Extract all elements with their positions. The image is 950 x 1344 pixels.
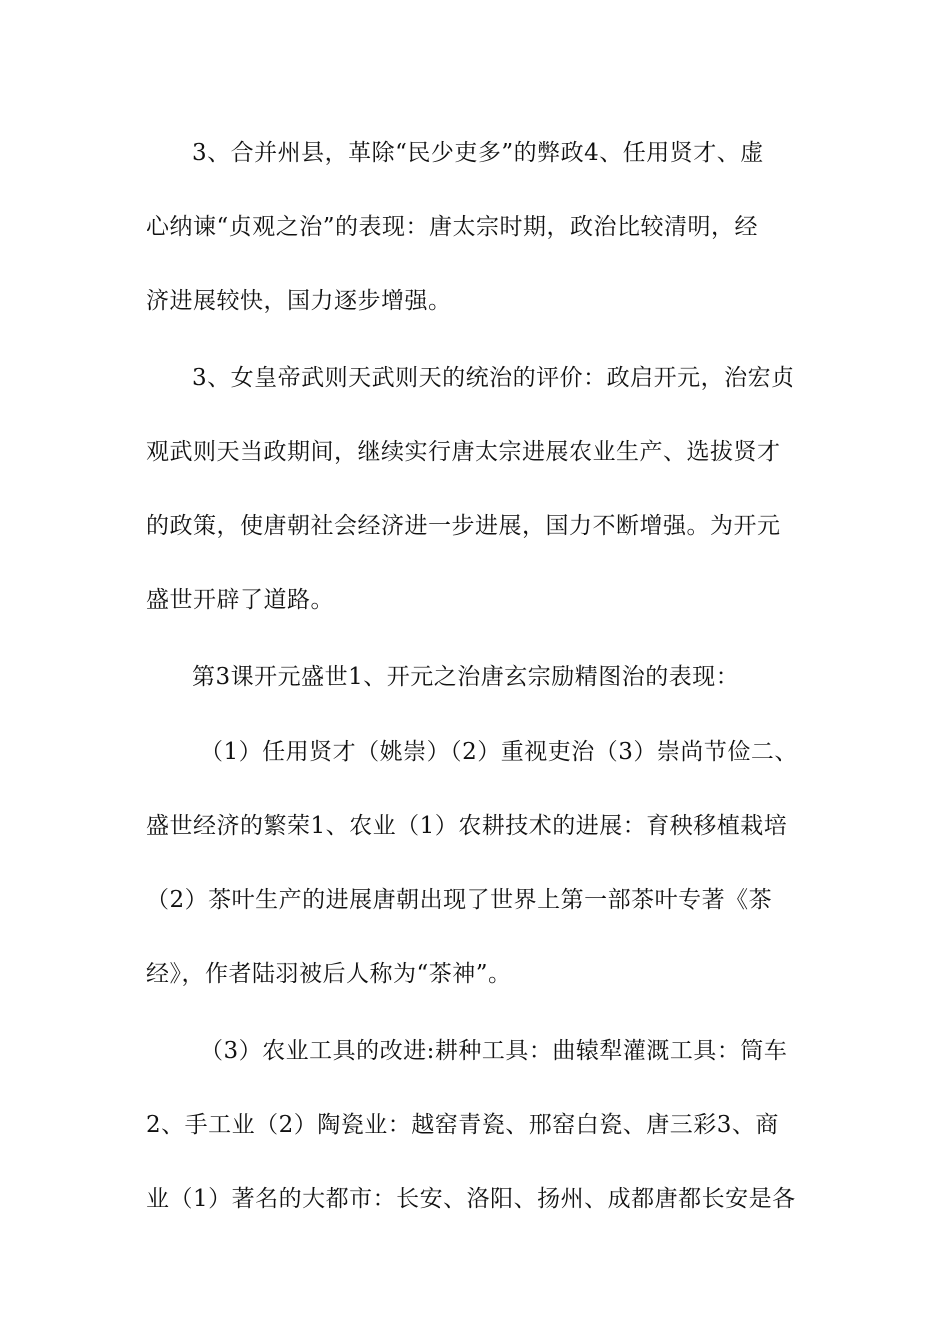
text-line: 业（1）著名的大都市：长安、洛阳、扬州、成都唐都长安是各 [146,1186,796,1212]
text-line: （1）任用贤才（姚崇）（2）重视吏治（3）崇尚节俭二、 [200,739,798,765]
text-line: 第3课开元盛世1、开元之治唐玄宗励精图治的表现： [192,664,740,690]
text-line: 心纳谏“贞观之治”的表现：唐太宗时期，政治比较清明，经 [146,214,759,240]
text-line: 盛世经济的繁荣1、农业（1）农耕技术的进展：育秧移植栽培 [146,813,788,839]
text-line: 的政策，使唐朝社会经济进一步进展，国力不断增强。为开元 [146,513,781,539]
text-line: （3）农业工具的改进:耕种工具：曲辕犁灌溉工具：筒车 [200,1038,788,1064]
text-line: 3、合并州县，革除“民少吏多”的弊政4、任用贤才、虚 [192,140,764,166]
text-line: 观武则天当政期间，继续实行唐太宗进展农业生产、选拔贤才 [146,439,781,465]
text-line: 2、手工业（2）陶瓷业：越窑青瓷、邢窑白瓷、唐三彩3、商 [146,1112,779,1138]
text-line: （2）茶叶生产的进展唐朝出现了世界上第一部茶叶专著《茶 [146,887,773,913]
text-line: 盛世开辟了道路。 [146,587,334,613]
text-line: 3、女皇帝武则天武则天的统治的评价：政启开元，治宏贞 [192,365,795,391]
text-line: 经》，作者陆羽被后人称为“茶神”。 [146,961,512,987]
text-line: 济进展较快，国力逐步增强。 [146,288,452,314]
